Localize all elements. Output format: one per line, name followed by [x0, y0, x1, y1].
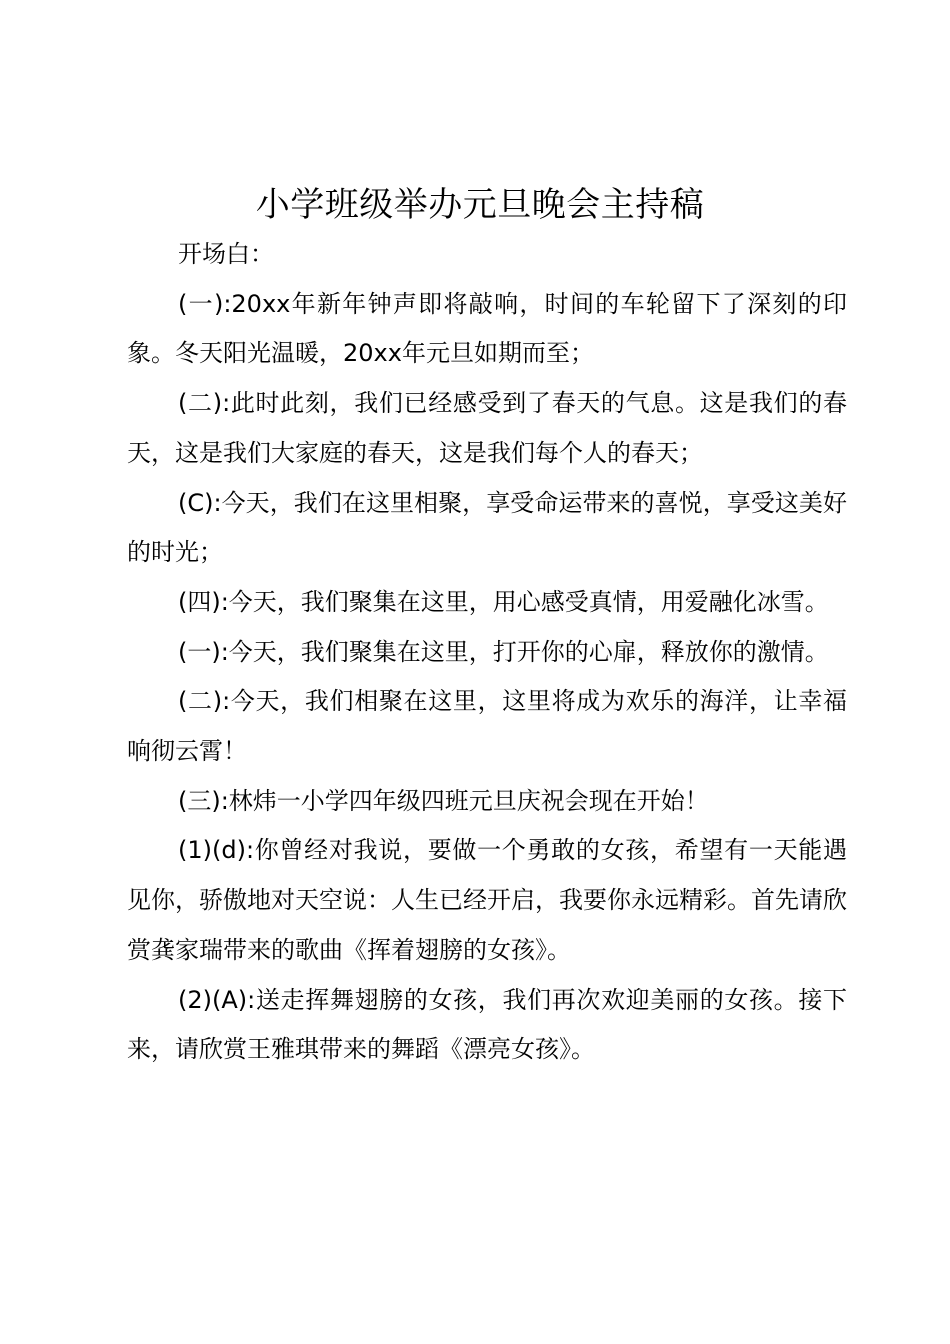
paragraph: (一):20xx年新年钟声即将敲响，时间的车轮留下了深刻的印象。冬天阳光温暖，20xx年元旦如期而至； [127, 289, 847, 368]
paragraph: (C):今天，我们在这里相聚，享受命运带来的喜悦，享受这美好的时光； [127, 488, 847, 567]
paragraph: (2)(A):送走挥舞翅膀的女孩，我们再次欢迎美丽的女孩。接下来，请欣赏王雅琪带来的舞蹈《漂亮女孩》。 [127, 985, 847, 1064]
paragraph: (二):今天，我们相聚在这里，这里将成为欢乐的海洋，让幸福响彻云霄！ [127, 687, 847, 766]
paragraph: (四):今天，我们聚集在这里，用心感受真情，用爱融化冰雪。 [178, 587, 829, 616]
paragraph: (三):林炜一小学四年级四班元旦庆祝会现在开始！ [178, 786, 709, 815]
paragraph: (二):此时此刻，我们已经感受到了春天的气息。这是我们的春天，这是我们大家庭的春天，这是我们每个人的春天； [127, 389, 847, 467]
document-body [127, 230, 847, 1075]
paragraph: (一):今天，我们聚集在这里，打开你的心扉，释放你的激情。 [178, 637, 829, 666]
paragraph: (1)(d):你曾经对我说，要做一个勇敢的女孩，希望有一天能遇见你，骄傲地对天空说：人生已经开启，我要你永远精彩。首先请欣赏龚家瑞带来的歌曲《挥着翅膀的女孩》。 [127, 836, 847, 964]
paragraph-opening: 开场白： [178, 240, 274, 268]
document-title: 小学班级举办元旦晚会主持稿 [255, 185, 705, 225]
